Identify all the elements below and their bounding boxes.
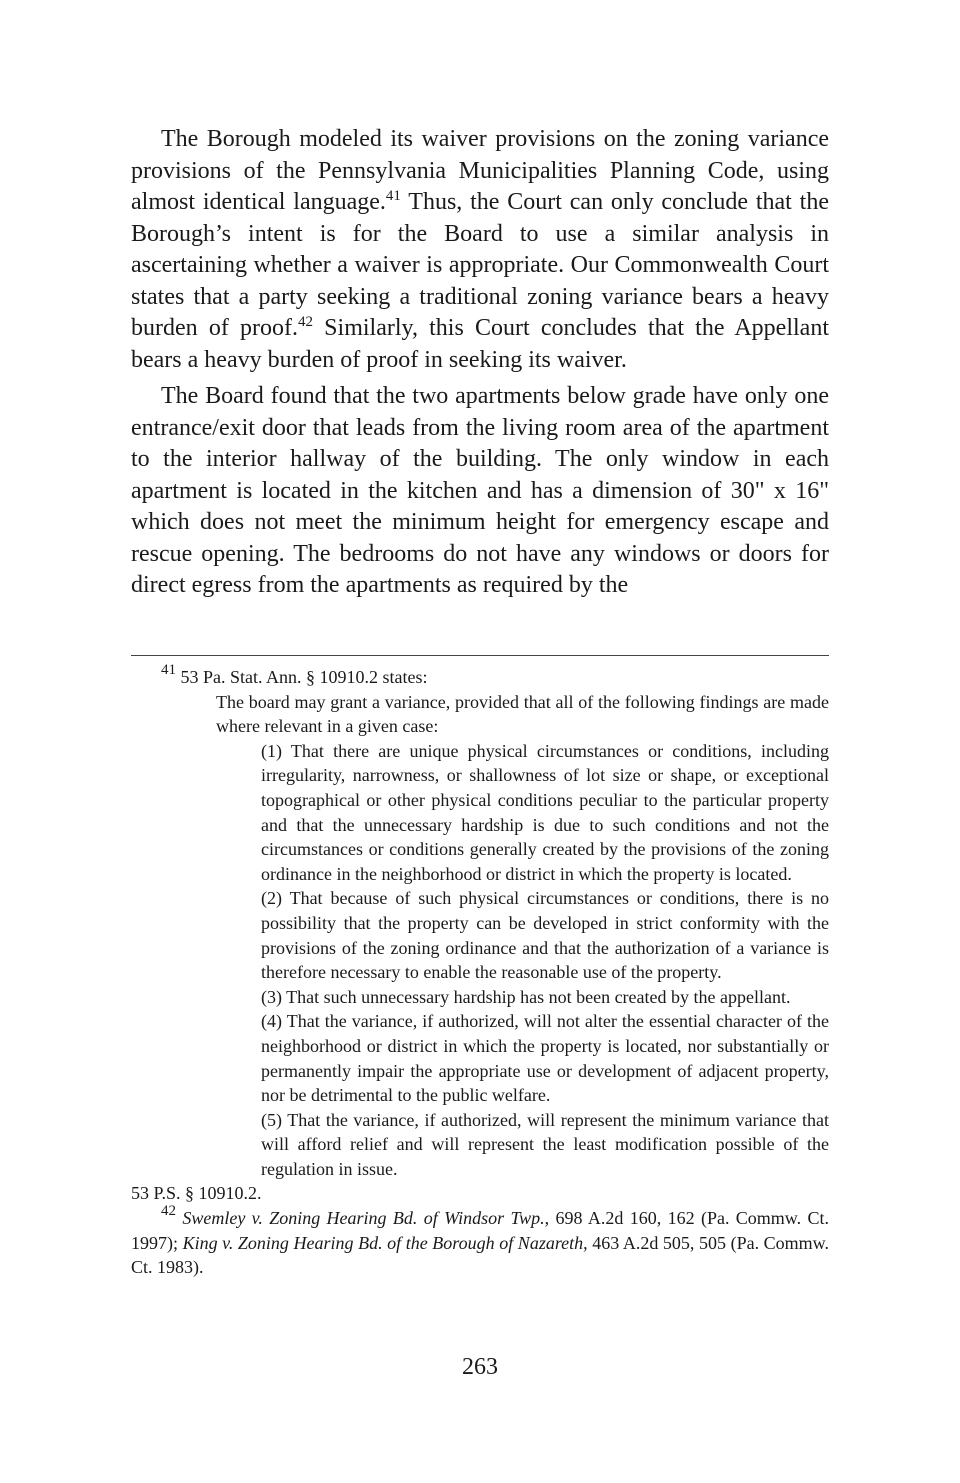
list-item: (5) That the variance, if authorized, will represent the minimum variance that will afford relief and will represent the least modification possible of the regulation in issue. — [261, 1109, 829, 1179]
paragraph-1-part-2: Thus, the Court can only conclude that the Borough’s intent is for the Board to use a similar analysis in ascertaining whether a waiver is appropriate. Our Commonwealth Court states that a party seeking a traditional zoning variance bears a heavy burden of proof. — [131, 189, 829, 341]
list-item: (1) That there are unique physical circumstances or conditions, including irregularity, narrowness, or shallowness of lot size or shape, or exceptional topographical or other physical conditions peculiar to the particular property and that the unnecessary hardship is due to such conditions and not the circumstances or conditions generally created by the provisions of the zoning ordinance in the neighborhood or district in which the property is located. — [261, 740, 829, 884]
footnotes-section — [131, 662, 829, 1280]
footnote-41-items — [261, 739, 829, 1182]
footnote-number-41: 41 — [161, 662, 176, 678]
footnote-ref-41[interactable]: 41 — [385, 188, 401, 204]
footnote-41-citation: 53 P.S. § 10910.2. — [131, 1183, 262, 1204]
case-cite-1: , 698 A.2d 160, 162 (Pa. Commw. Ct. 1997); — [131, 1208, 829, 1253]
list-item: (4) That the variance, if authorized, will not alter the essential character of the neighborhood or district in which the property is located, nor substantially or permanently impair the appropriate use or development of adjacent property, nor be detrimental to the public welfare. — [261, 1011, 829, 1106]
paragraph-1 — [131, 124, 829, 376]
footnote-41-quote: The board may grant a variance, provided that all of the following findings are made where relevant in a given case: — [216, 691, 829, 737]
case-name-1: Swemley v. Zoning Hearing Bd. of Windsor Twp. — [182, 1208, 545, 1229]
page-number: 263 — [462, 1354, 498, 1380]
list-item: (3) That such unnecessary hardship has not been created by the appellant. — [261, 986, 791, 1007]
case-name-2: King v. Zoning Hearing Bd. of the Borough of Nazareth — [182, 1232, 584, 1253]
main-text — [131, 124, 829, 607]
paragraph-1-part-1: The Borough modeled its waiver provisions on the zoning variance provisions of the Pennsylvania Municipalities Planning Code, using almost identical language. — [131, 126, 829, 215]
footnote-41-intro: 53 Pa. Stat. Ann. § 10910.2 states: — [176, 667, 428, 687]
paragraph-1-part-3: Similarly, this Court concludes that the Appellant bears a heavy burden of proof in seeking its waiver. — [131, 315, 829, 373]
footnote-divider — [131, 655, 829, 656]
case-cite-2: , 463 A.2d 505, 505 (Pa. Commw. Ct. 1983). — [131, 1232, 829, 1278]
footnote-42 — [131, 1203, 829, 1280]
footnote-ref-42[interactable]: 42 — [298, 314, 313, 330]
footnote-41 — [131, 662, 829, 690]
footnote-number-42: 42 — [161, 1203, 176, 1220]
list-item: (2) That because of such physical circumstances or conditions, there is no possibility that the property can be developed in strict conformity with the provisions of the zoning ordinance and that the authorization of a variance is therefore necessary to enable the reasonable use of the property. — [261, 888, 829, 983]
paragraph-2: The Board found that the two apartments below grade have only one entrance/exit door that leads from the living room area of the apartment to the interior hallway of the building. The only window in each apartment is located in the kitchen and has a dimension of 30" x 16" which does not meet the minimum height for emergency escape and rescue opening. The bedrooms do not have any windows or doors for direct egress from the apartments as required by the — [131, 383, 829, 598]
